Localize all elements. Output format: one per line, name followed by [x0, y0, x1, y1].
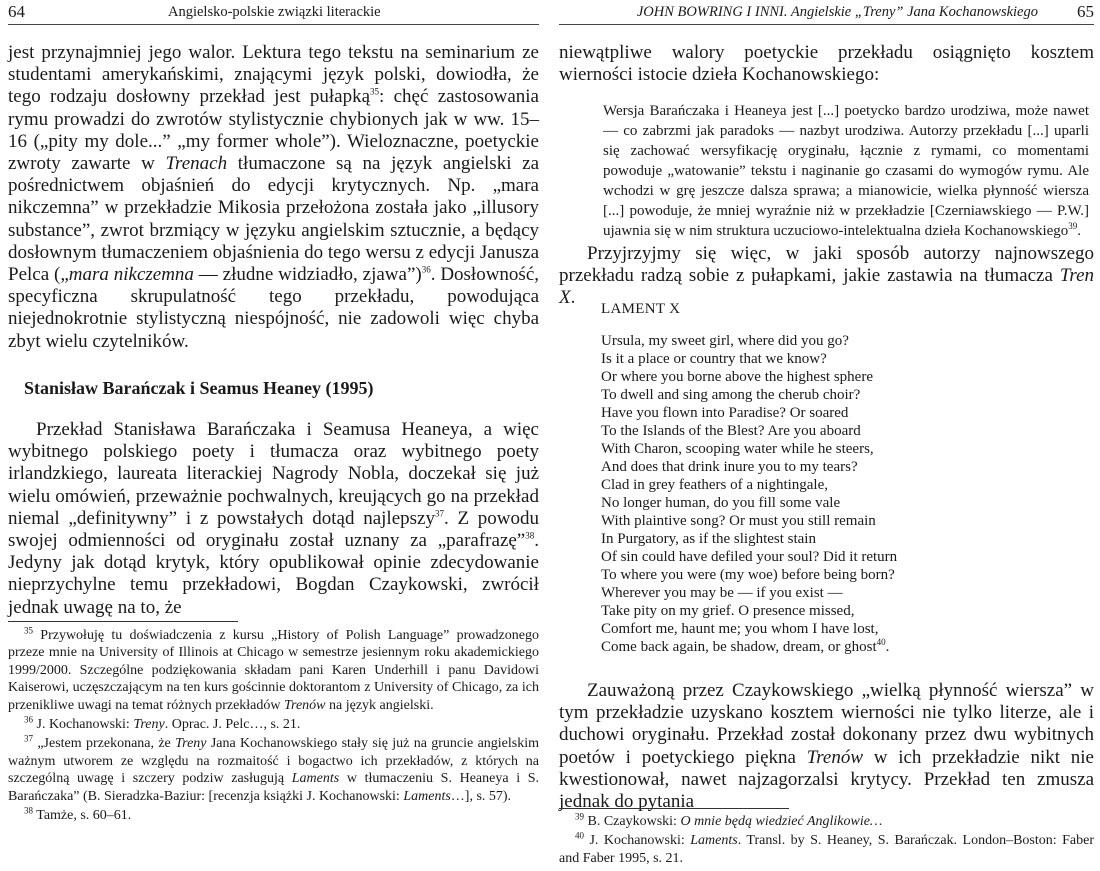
italic-title: Laments [291, 771, 340, 787]
footnote-divider [8, 621, 238, 622]
text-run: …], s. 57). [450, 788, 512, 804]
text-run: — złudne widziadło, zjawa”) [193, 264, 422, 286]
footnote-number: 36 [24, 714, 33, 725]
footnote-36 [8, 716, 539, 733]
text-run: : chęć zastosowania rymu prowadzi do zwrotów stylistycznie chybionych jak w ww. 15–16 („pity my dole...” „my former whole”). Wieloznaczne, poetyckie zwroty zawarte w [8, 86, 539, 175]
italic-title: Treny [175, 736, 207, 752]
italic-title: Laments [403, 788, 451, 804]
poem-line: Of sin could have defiled your soul? Did it return [601, 549, 898, 565]
text-run: . Transl. by S. Heaney, S. Barańczak. London–Boston: Faber and Faber 1995, s. 21. [559, 833, 1094, 866]
block-quote [603, 101, 1089, 241]
poem-line: Or where you borne above the highest sphere [601, 369, 873, 385]
text-run: w ich przekładzie nikt nie kwestionował, nawet najzagorzalsi krytycy. Przekład ten zmusza jednak do pytania [559, 746, 1094, 813]
text-run: J. Kochanowski: [33, 717, 134, 733]
poem-line: To the Islands of the Blest? Are you aboard [601, 423, 861, 439]
text-run: jest przynajmniej jego walor. Lektura tego tekstu na seminarium ze studentami amerykańskimi, znającymi język polski, dowiodła, że tego rodzaju dosłowny przekład jest pułapką [8, 42, 539, 108]
footnote-number: 39 [575, 811, 584, 822]
text-run: . [570, 287, 576, 309]
footnote-number: 37 [24, 733, 33, 744]
running-head-title-left: Angielsko-polskie związki literackie [168, 4, 381, 20]
section-heading: Stanisław Barańczak i Seamus Heaney (1995) [24, 378, 374, 398]
footnote-ref-38[interactable]: 38 [525, 530, 535, 541]
poem-line: Is it a place or country that we know? [601, 351, 827, 367]
poem-line [601, 638, 897, 656]
footnote-ref-36[interactable]: 36 [421, 264, 431, 275]
italic-title: Trenach [165, 153, 228, 175]
text-run: . Dosłowność, specyficzna skrupulatność tego przekładu, powodująca niejednokrotnie stylistyczną niespójność, nie zadowoli więc chyba zbyt wielu czytelników. [8, 264, 540, 352]
footnote-ref-37[interactable]: 37 [434, 508, 444, 519]
text-run: Jana Kochanowskiego stały się już na gruncie angielskim ważnym utworem ze względu na rozmaitość i bogactwo ich przekładów, z których na szczególną uwagę i szczery podziw zasługują [8, 736, 539, 787]
poem-line: Ursula, my sweet girl, where did you go? [601, 333, 849, 349]
footnote-number: 40 [575, 830, 584, 841]
right-paragraph-1: niewątpliwe walory poetyckie przekładu osiągnięto kosztem wierności istocie dzieła Kochanowskiego: [559, 42, 1094, 86]
footnote-ref-39[interactable]: 39 [1068, 221, 1078, 231]
italic-phrase: mara nikczemna [68, 264, 194, 286]
text-run: Tamże, s. 60–61. [33, 808, 132, 824]
poem-line: With plaintive song? Or must you still remain [601, 513, 876, 529]
text-run: tłumaczone są na język angielski za pośrednictwem objaśnień do edycji krytycznych. Np. „mara nikczemna” w przekładzie Mikosia przełożona została jako „illusory substance”, zwrot brzmiący w języku angielskim sztucznie, a będący dosłownym tłumaczeniem objaśnienia do tego wersu z edycji Janusza Pelca („ [8, 153, 540, 286]
footnote-ref-40[interactable]: 40 [876, 637, 886, 647]
text-run: Come back again, be shadow, dream, or ghost [601, 639, 877, 655]
footnote-37 [8, 735, 539, 805]
poem-title: LAMENT X [601, 301, 681, 317]
footnote-35 [8, 627, 539, 714]
text-run: . [885, 639, 890, 655]
text-run: . Jedyny jak dotąd krytyk, który opublikował opinie zdecydowanie nieprzychylne temu przekładowi, Bogdan Czaykowski, zwrócił jednak uwagę na to, że [8, 530, 539, 618]
footnote-39 [559, 813, 1094, 830]
poem-line: To where you were (my woe) before being born? [601, 567, 895, 583]
text-run: Wersja Barańczaka i Heaneya jest [...] poetycko bardzo urodziwa, może nawet — co zabrzmi jak paradoks — nazbyt urodziwa. Autorzy przekładu [...] uparli się zachować wersyfikację oryginału, łącznie z rymami, co momentami powoduje „watowanie” tekstu i naginanie go czasami do wymogów rymu. Ale wchodzi w grę jeszcze dalsza sprawa; a mianowicie, wielka płynność wiersza [...] powoduje, że mniej wyraźnie niż w przekładzie [Czerniawskiego — P.W.] ujawnia się w nim struktura uczuciowo-intelektualna dzieła Kochanowskiego [603, 103, 1089, 239]
poem-line: To dwell and sing among the cherub choir? [601, 387, 861, 403]
text-run: w tłumaczeniu S. Heaneya i S. Barańczaka” (B. Sieradzka-Baziur: [recenzja książki J. Kochanowski: [8, 771, 540, 804]
italic-title: Trenów [284, 697, 326, 713]
italic-title: Laments [690, 833, 738, 849]
page-number-left: 64 [8, 2, 25, 21]
poem-lines [601, 332, 897, 638]
poem-line: No longer human, do you fill some vale [601, 495, 841, 511]
poem-line: Have you flown into Paradise? Or soared [601, 405, 849, 421]
text-run: „Jestem przekonana, że [33, 736, 176, 752]
text-run: Przekład Stanisława Barańczaka i Seamusa Heaneya, a więc wybitnego polskiego poety i tłumacza oraz wybitnego poety irlandzkiego, laureata literackiej Nagrody Nobla, doczekał się już wielu omówień, przeważnie pochwalnych, kreujących go na przekład niemal „definitywny” i z powstałych dotąd najlepszy [8, 419, 539, 529]
poem-line: Take pity on my grief. O presence missed, [601, 603, 855, 619]
text-run: J. Kochanowski: [584, 833, 691, 849]
text-run: . Z powodu swojej odmienności od oryginału został uznany za „parafrazę” [8, 507, 539, 552]
poem-line: And does that drink inure you to my tears? [601, 459, 858, 475]
text-run: B. Czaykowski: [584, 814, 681, 829]
right-footnotes [559, 813, 1094, 869]
poem-line: Comfort me, haunt me; you whom I have lost, [601, 621, 879, 637]
poem-line: Wherever you may be — if you exist — [601, 585, 843, 601]
poem-lament-x [601, 300, 897, 656]
poem-line: Clad in grey feathers of a nightingale, [601, 477, 829, 493]
text-run: Zauważoną przez Czaykowskiego „wielką płynność wiersza” w tym przekładzie uzyskano kosztem wierności nie tylko literze, ale i duchowi oryginału. Przekład został dokonany przez dwu wybitnych poetów i poetyckiego piękna [559, 680, 1094, 768]
footnote-number: 35 [24, 625, 33, 636]
running-head-title-right: JOHN BOWRING I INNI. Angielskie „Treny” Jana Kochanowskiego [636, 4, 1038, 20]
left-paragraph-1 [8, 42, 539, 353]
left-paragraph-2 [8, 419, 539, 619]
text-run: Przywołuję tu doświadczenia z kursu „History of Polish Language” prowadzonego przeze mnie na University of Illinois at Chicago w semestrze jesiennym roku akademickiego 1999/2000. Szczególne podziękowania składam pani Karen Underhill i panu Davidowi Kaiserowi, uczęszczającym na ten kurs gościnnie doktorantom z University of Chicago, za ich przenikliwe uwagi na temat różnych przekładów [8, 628, 539, 713]
poem-line: With Charon, scooping water while he steers, [601, 441, 874, 457]
italic-title: Tren X [559, 265, 1094, 309]
left-footnotes [8, 627, 539, 826]
italic-title: Treny [133, 717, 165, 733]
footnote-number: 38 [24, 805, 33, 816]
footnote-ref-35[interactable]: 35 [370, 87, 380, 98]
right-paragraph-3 [559, 680, 1094, 813]
text-run: . [1077, 223, 1082, 239]
page-number-right: 65 [1077, 2, 1094, 21]
italic-title: O mnie będą wiedzieć Anglikowie… [680, 814, 883, 829]
poem-line: In Purgatory, as if the slightest stain [601, 531, 816, 547]
italic-title: Trenów [806, 746, 864, 768]
footnote-divider [559, 808, 789, 809]
text-run: . Oprac. J. Pelc…, s. 21. [164, 717, 301, 733]
text-run: Przyjrzyjmy się więc, w jaki sposób autorzy najnowszego przekładu radzą sobie z pułapkami, jakie zastawia na tłumacza [559, 243, 1094, 287]
right-running-head [559, 2, 1094, 25]
footnote-38 [8, 807, 539, 824]
left-running-head [8, 2, 539, 25]
text-run: na język angielski. [325, 697, 434, 713]
footnote-40 [559, 832, 1094, 867]
